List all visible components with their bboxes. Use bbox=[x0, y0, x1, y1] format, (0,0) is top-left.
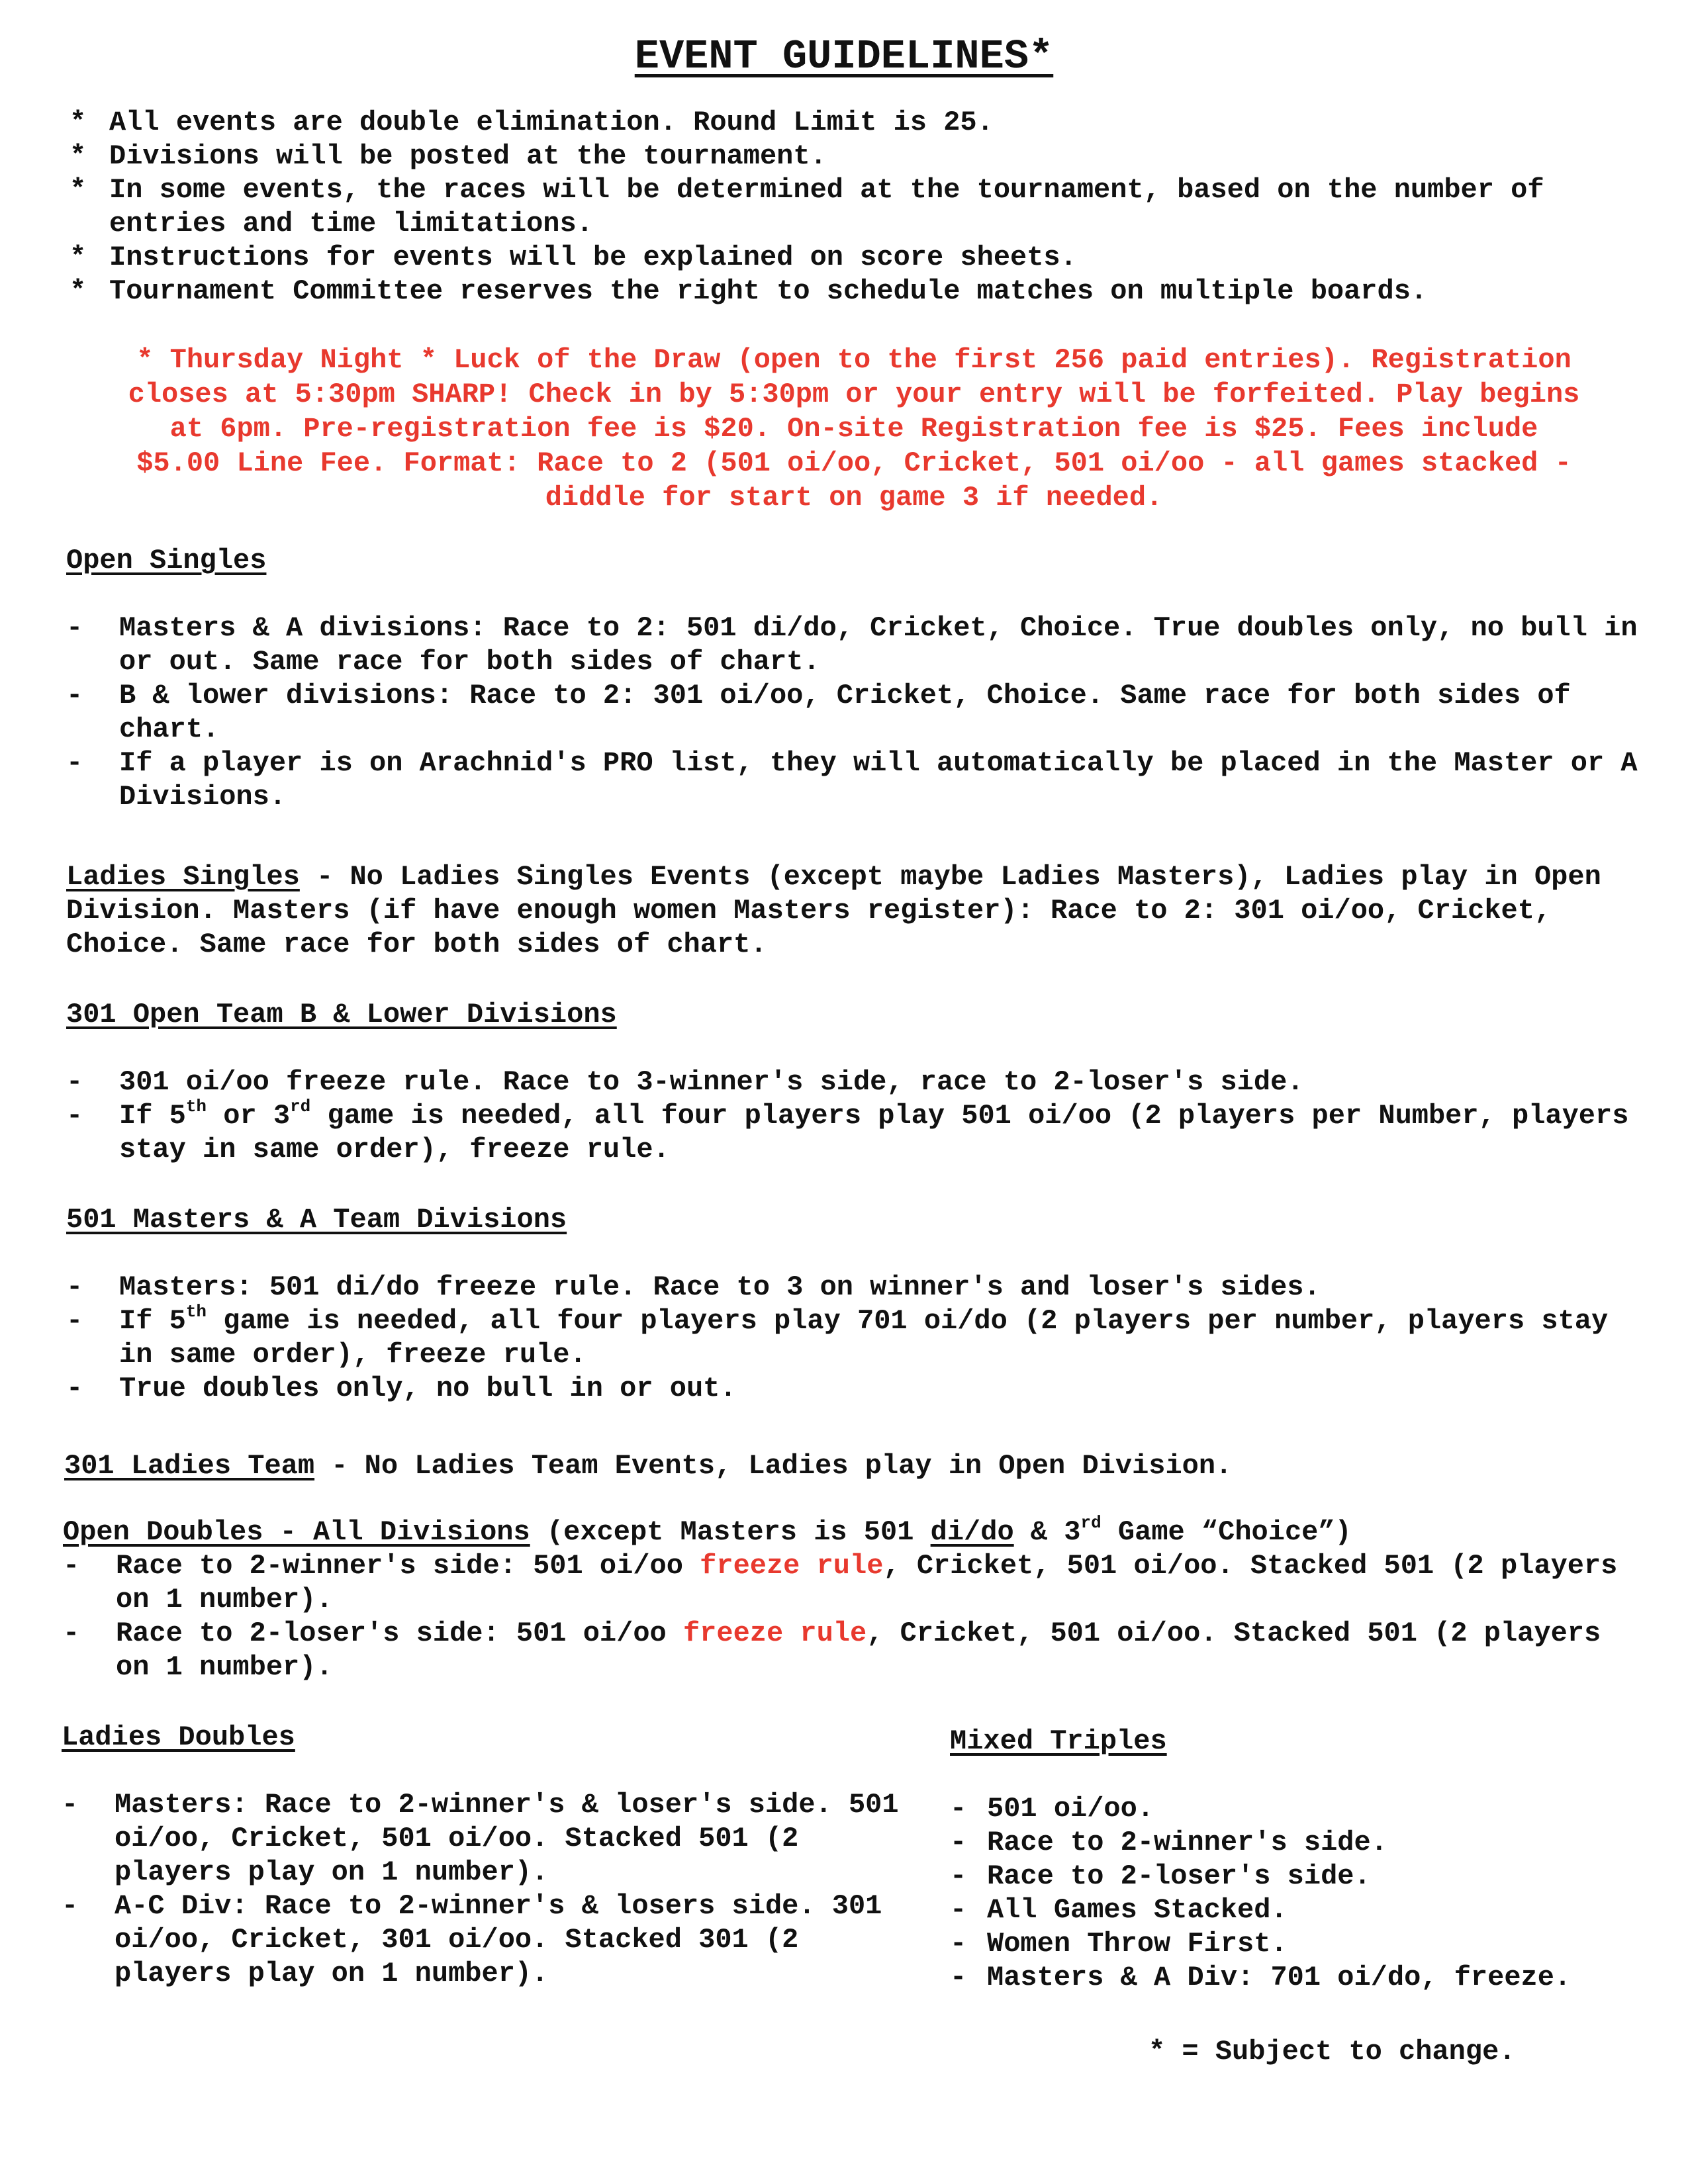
section-heading: Open Singles bbox=[66, 545, 267, 576]
asterisk-bullet-icon: * bbox=[70, 174, 87, 206]
asterisk-bullet-icon: * bbox=[70, 140, 87, 172]
asterisk-bullet-icon: * bbox=[70, 107, 87, 138]
page-title: EVENT GUIDELINES* bbox=[634, 33, 1054, 80]
list-item: - All Games Stacked. bbox=[950, 1894, 1288, 1926]
list-item: * Instructions for events will be explained on score sheets. bbox=[70, 242, 1077, 273]
list-item: - B & lower divisions: Race to 2: 301 oi/oo, Cricket, Choice. Same race for both sides of chart. bbox=[66, 680, 1571, 745]
dash-bullet-icon: - bbox=[66, 680, 83, 711]
list-item: - Race to 2-winner's side: 501 oi/oo freeze rule, Cricket, 501 oi/oo. Stacked 501 (2 players on 1 number). bbox=[63, 1550, 1618, 1615]
section-heading: 301 Open Team B & Lower Divisions bbox=[66, 999, 617, 1030]
mixed-triples-section bbox=[950, 1725, 1652, 1995]
dash-bullet-icon: - bbox=[66, 1305, 83, 1337]
list-item: - If a player is on Arachnid's PRO list, they will automatically be placed in the Master or A Divisions. bbox=[66, 747, 1638, 813]
team-501-section bbox=[66, 1203, 1642, 1406]
open-doubles-section bbox=[63, 1513, 1638, 1684]
asterisk-bullet-icon: * bbox=[70, 242, 87, 273]
section-heading-row: Open Doubles - All Divisions (except Masters is 501 di/do & 3rd Game “Choice”) bbox=[63, 1513, 1352, 1548]
general-rules-list bbox=[70, 106, 1658, 308]
list-item: - If 5th or 3rd game is needed, all four players play 501 oi/oo (2 players per Number, players stay in same order), freeze rule. bbox=[66, 1097, 1629, 1165]
dash-bullet-icon: - bbox=[66, 747, 83, 779]
list-item: - Masters: 501 di/do freeze rule. Race to 3 on winner's and loser's sides. bbox=[66, 1271, 1321, 1303]
list-item: - Race to 2-loser's side: 501 oi/oo freeze rule, Cricket, 501 oi/oo. Stacked 501 (2 players on 1 number). bbox=[63, 1617, 1601, 1683]
dash-bullet-icon: - bbox=[66, 1100, 83, 1132]
dash-bullet-icon: - bbox=[950, 1827, 967, 1858]
dash-bullet-icon: - bbox=[950, 1793, 967, 1825]
list-item: - Race to 2-winner's side. bbox=[950, 1827, 1387, 1858]
section-heading: Ladies Singles bbox=[66, 861, 300, 893]
ladies-singles-section: Ladies Singles - No Ladies Singles Events (except maybe Ladies Masters), Ladies play in Open Division. Masters (if have enough women Masters register): Race to 2: 301 oi/oo, Cricket, Choice. Same race for both sides of chart. bbox=[66, 861, 1601, 960]
section-heading: Open Doubles - All Divisions bbox=[63, 1516, 530, 1548]
list-item: - 501 oi/oo. bbox=[950, 1793, 1154, 1825]
section-heading: 301 Ladies Team bbox=[64, 1450, 315, 1482]
thursday-night-notice: * Thursday Night * Luck of the Draw (open to the first 256 paid entries). Registration closes at 5:30pm SHARP! Check in by 5:30pm or your entry will be forfeited. Play begins at 6pm. Pre-registration fee is $20. On-site Registration fee is $25. Fees include $5.00 Line Fee. Format: Race to 2 (501 oi/oo, Cricket, 501 oi/oo - all games stacked - diddle for start on game 3 if needed. bbox=[128, 344, 1580, 514]
section-heading: 501 Masters & A Team Divisions bbox=[66, 1204, 567, 1236]
dash-bullet-icon: - bbox=[66, 1066, 83, 1098]
dash-bullet-icon: - bbox=[62, 1890, 79, 1922]
list-item: - A-C Div: Race to 2-winner's & losers side. 301 oi/oo, Cricket, 301 oi/oo. Stacked 301 (2 players play on 1 number). bbox=[62, 1890, 882, 1989]
section-heading: Ladies Doubles bbox=[62, 1721, 295, 1753]
list-item: - True doubles only, no bull in or out. bbox=[66, 1373, 737, 1404]
list-item: - Masters & A Div: 701 oi/do, freeze. bbox=[950, 1962, 1571, 1993]
list-item: * All events are double elimination. Round Limit is 25. bbox=[70, 107, 994, 138]
dash-bullet-icon: - bbox=[950, 1860, 967, 1892]
dash-bullet-icon: - bbox=[63, 1550, 80, 1582]
list-item: - Women Throw First. bbox=[950, 1928, 1288, 1960]
open-singles-section bbox=[66, 544, 1642, 814]
list-item: - Masters: Race to 2-winner's & loser's side. 501 oi/oo, Cricket, 501 oi/oo. Stacked 501 (2 players play on 1 number). bbox=[62, 1789, 899, 1888]
dash-bullet-icon: - bbox=[66, 1373, 83, 1404]
section-heading: Mixed Triples bbox=[950, 1725, 1167, 1757]
ladies-team-section: 301 Ladies Team - No Ladies Team Events, Ladies play in Open Division. bbox=[64, 1450, 1233, 1482]
list-item: * Divisions will be posted at the tournament. bbox=[70, 140, 827, 172]
dash-bullet-icon: - bbox=[950, 1962, 967, 1993]
asterisk-bullet-icon: * bbox=[70, 275, 87, 307]
dash-bullet-icon: - bbox=[62, 1789, 79, 1821]
dash-bullet-icon: - bbox=[63, 1617, 80, 1649]
list-item: - 301 oi/oo freeze rule. Race to 3-winner's side, race to 2-loser's side. bbox=[66, 1066, 1304, 1098]
ladies-doubles-section bbox=[62, 1721, 922, 1991]
dash-bullet-icon: - bbox=[66, 612, 83, 644]
dash-bullet-icon: - bbox=[66, 1271, 83, 1303]
footnote: * = Subject to change. bbox=[1149, 2036, 1516, 2068]
dash-bullet-icon: - bbox=[950, 1894, 967, 1926]
dash-bullet-icon: - bbox=[950, 1928, 967, 1960]
list-item: - If 5th game is needed, all four players play 701 oi/do (2 players per number, players stay in same order), freeze rule. bbox=[66, 1302, 1609, 1371]
list-item: * Tournament Committee reserves the right to schedule matches on multiple boards. bbox=[70, 275, 1428, 307]
team-301-section bbox=[66, 998, 1642, 1167]
list-item: * In some events, the races will be determined at the tournament, based on the number of entries and time limitations. bbox=[70, 174, 1544, 240]
list-item: - Race to 2-loser's side. bbox=[950, 1860, 1371, 1892]
list-item: - Masters & A divisions: Race to 2: 501 di/do, Cricket, Choice. True doubles only, no bull in or out. Same race for both sides of chart. bbox=[66, 612, 1638, 678]
